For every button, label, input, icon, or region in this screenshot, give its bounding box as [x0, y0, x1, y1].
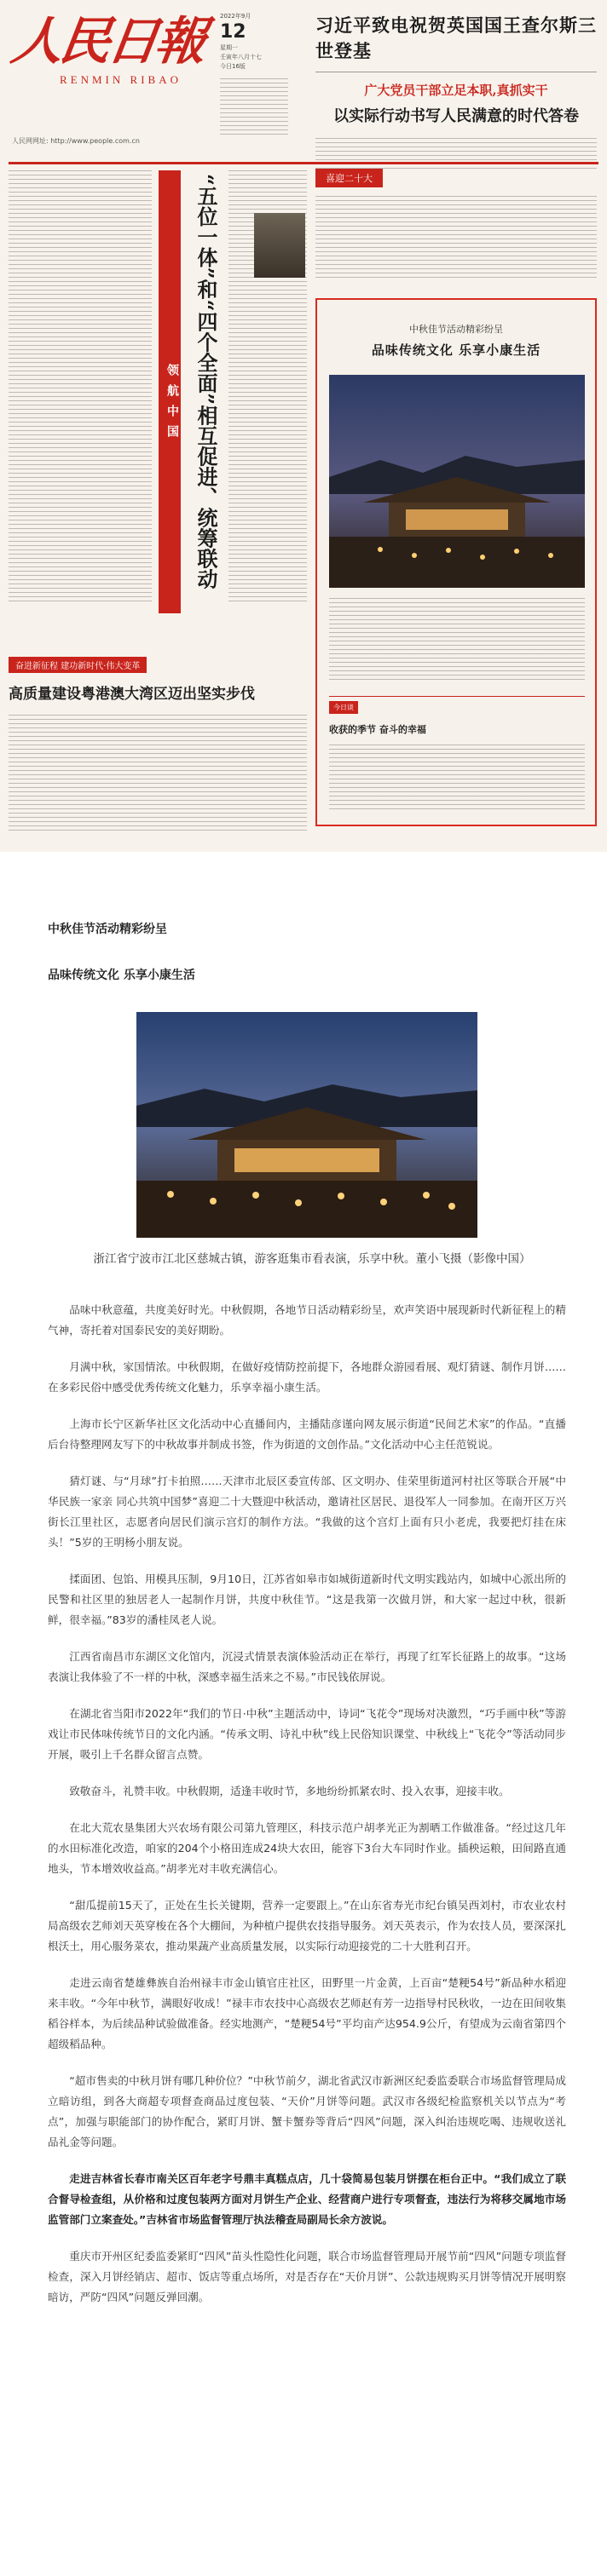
article-paragraph: 重庆市开州区纪委监委紧盯“四风”苗头性隐性化问题，联合市场监督管理局开展节前“四风”问题专项监督检查，深入月饼经销店、超市、饭店等重点场所，对是否存在“天价月饼”、公款违规购买月饼等情况开展明察暗访，严防“四风”问题反弹回潮。: [48, 2250, 566, 2303]
article-photo: [136, 1012, 477, 1238]
article-paragraph: 上海市长宁区新华社区文化活动中心直播间内，主播陆彦谨向网友展示街道“民间艺术家”的作品。“直播后台待整理网友写下的中秋故事并制成书签，作为街道的文创作品。”文化活动中心主任范锐说。: [48, 1417, 566, 1451]
bottom-left-story: [9, 656, 307, 826]
bottom-headline: 高质量建设粤港澳大湾区迈出坚实步伐: [9, 686, 255, 703]
article-body: [48, 1300, 566, 2324]
commentary-box: [329, 696, 585, 815]
article-paragraph: 在湖北省当阳市2022年“我们的节日·中秋”主题活动中，诗词“飞花令”现场对决激烈，“巧手画中秋”等游戏让市民体味传统节日的文化内涵。“传承文明、诗礼中秋”线上民俗知识课堂、中秋线上“飞花令”等活动同步开展，吸引上千名群众留言点赞。: [48, 1707, 566, 1761]
commentary-tag: 今日谈: [329, 701, 358, 714]
issue-date-line: 今日16版: [220, 63, 246, 70]
masthead: [8, 5, 210, 157]
body-text-block: [329, 598, 585, 683]
article-paragraph: 猜灯谜、与“月球”打卡拍照……天津市北辰区委宣传部、区文明办、佳荣里街道河村社区等联合开展“中华民族一家亲 同心共筑中国梦”喜迎二十大暨迎中秋活动，邀请社区居民、退役军人一同参加。在南开区万兴街长江里社区，志愿者向居民们演示宫灯的制作方法。“我做的这个宫灯上面有只小老虎，我要把灯挂在床头！”5岁的王明杨小朋友说。: [48, 1475, 566, 1549]
masthead-logo: 人民日報: [8, 12, 207, 72]
feature-photo: [329, 375, 585, 588]
featured-article-box[interactable]: [315, 298, 597, 826]
body-text-block: [329, 745, 585, 813]
article-title: 品味传统文化 乐享小康生活: [48, 969, 195, 982]
article-paragraph: 在北大荒农垦集团大兴农场有限公司第九管理区，科技示范户胡孝光正为割晒工作做准备。“经过这几年的水田标准化改造，咱家的204个小格田连成24块大农田，能容下3台大车同时作业。插秧运粮，田间路直通地头，节本增效收益高。”胡孝光对丰收充满信心。: [48, 1821, 566, 1875]
issue-date-line: 壬寅年八月十七: [220, 54, 262, 60]
newspaper-front-page: [0, 0, 607, 852]
feature-body: [329, 598, 585, 683]
article-paragraph: 品味中秋意蕴，共度美好时光。中秋假期，各地节日活动精彩纷呈，欢声笑语中展现新时代新征程上的精气神，寄托着对国泰民安的美好期盼。: [48, 1303, 566, 1337]
bottom-pill: 奋进新征程 建功新时代·伟大变革: [9, 657, 147, 673]
top-headlines: [315, 12, 597, 172]
article-paragraph: 江西省南昌市东湖区文化馆内，沉浸式情景表演体验活动正在举行，再现了红军长征路上的故事。“这场表演让我体验了不一样的中秋，深感幸福生活来之不易。”市民钱依屏说。: [48, 1650, 566, 1683]
sub-headline: 以实际行动书写人民满意的时代答卷: [333, 107, 579, 125]
article-paragraph: 月满中秋，家国情浓。中秋假期，在做好疫情防控前提下，各地群众游园看展、观灯猜谜、制作月饼……在多彩民俗中感受优秀传统文化魅力，乐享幸福小康生活。: [48, 1360, 566, 1394]
article-paragraph: 揉面团、包馅、用模具压制，9月10日，江苏省如皋市如城街道新时代文明实践站内，如城中心派出所的民警和社区里的独居老人一起制作月饼，共度中秋佳节。“这是我第一次做月饼，和大家一起过中秋，很新鲜，很幸福。”83岁的潘桂凤老人说。: [48, 1573, 566, 1626]
article-paragraph: 走进吉林省长春市南关区百年老字号鼎丰真糕点店，几十袋简易包装月饼摆在柜台正中。“我们成立了联合督导检查组，从价格和过度包装两方面对月饼生产企业、经营商户进行专项督查，违法行为将移交属地市场监管部门立案查处。”吉林省市场监督管理厅执法稽查局副局长余方波说。: [48, 2172, 566, 2226]
body-text-block: [9, 170, 152, 605]
feature-band: [315, 162, 597, 290]
commentary-title: 收获的季节 奋斗的幸福: [329, 724, 426, 735]
band-pill: 喜迎二十大: [315, 169, 383, 187]
headline-kicker: 广大党员干部立足本职,真抓实干: [364, 83, 548, 98]
vertical-headline: “五位一体”和“四个全面”相互促进、统筹联动: [194, 174, 218, 589]
issue-day: 12: [220, 21, 246, 43]
feature-label: 中秋佳节活动精彩纷呈: [409, 324, 503, 335]
masthead-url: 人民网网址: http://www.people.com.cn: [12, 137, 140, 145]
top-headline: 习近平致电祝贺英国国王查尔斯三世登基: [315, 14, 597, 61]
side-tag: 领航中国: [159, 170, 181, 613]
body-text-block: [315, 196, 597, 281]
portrait-photo: [254, 213, 305, 278]
issue-date-box: [220, 12, 288, 140]
article-paragraph: 致敬奋斗，礼赞丰收。中秋假期，适逢丰收时节，多地纷纷抓紧农时、投入农事，迎接丰收。: [69, 1785, 510, 1797]
article-paragraph: “甜瓜提前15天了，正处在生长关键期，营养一定要跟上。”在山东省寿光市纪台镇吴西刘村，市农业农村局高级农艺师刘天英穿梭在各个大棚间，为种植户提供农技指导服务。刘天英表示，作为农技人员，要深深扎根沃土，用心服务菜农，推动果蔬产业高质量发展，以实际行动迎接党的二十大胜利召开。: [48, 1899, 566, 1952]
article-label: 中秋佳节活动精彩纷呈: [48, 923, 167, 936]
body-text-block: [9, 715, 307, 834]
left-column-text: [9, 170, 152, 613]
issue-date-line: 2022年9月: [220, 13, 251, 20]
feature-title: 品味传统文化 乐享小康生活: [371, 342, 541, 358]
masthead-roman: RENMIN RIBAO: [60, 73, 182, 86]
photo-caption: 浙江省宁波市江北区慈城古镇，游客逛集市看表演，乐享中秋。董小飞摄（影像中国）: [93, 1252, 531, 1266]
article-paragraph: 走进云南省楚雄彝族自治州禄丰市金山镇官庄社区，田野里一片金黄，上百亩“楚粳54号”新品种水稻迎来丰收。“今年中秋节，满眼好收成！”禄丰市农技中心高级农艺师赵有芳一边指导村民秋收，一边在田间收集稻谷样本，为后续品种试验做准备。经实地测产，“楚粳54号”平均亩产达954.9公斤，有望成为云南省第四个超级稻品种。: [48, 1976, 566, 2050]
article-paragraph: “超市售卖的中秋月饼有哪几种价位？”中秋节前夕，湖北省武汉市新洲区纪委监委联合市场监督管理局成立暗访组，到各大商超专项督查商品过度包装、“天价”月饼等问题。武汉市各级纪检监察机关以节点为“考点”，加强与职能部门的协作配合，紧盯月饼、蟹卡蟹券等背后“四风”问题，深入纠治违规吃喝、违规收送礼品礼金等问题。: [48, 2074, 566, 2148]
article: [0, 852, 607, 2576]
issue-date-line: 星期一: [220, 44, 238, 51]
fine-print: [220, 78, 288, 138]
